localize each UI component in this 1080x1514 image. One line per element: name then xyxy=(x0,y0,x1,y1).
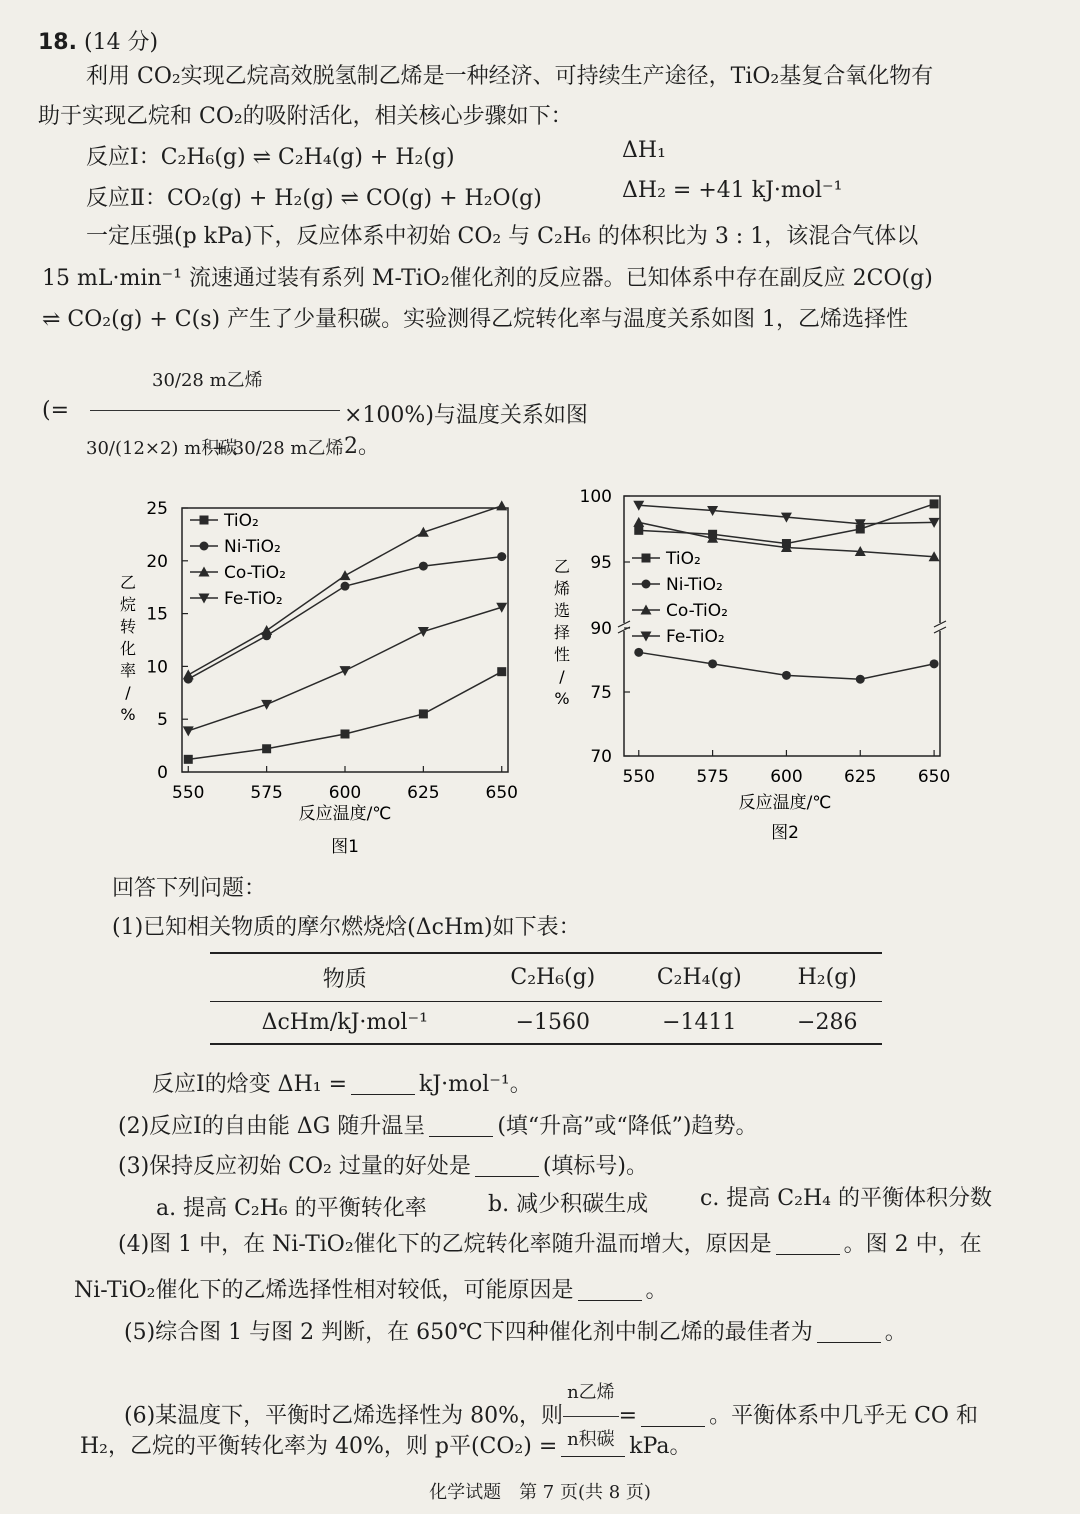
figure-1-ytick-label: 20 xyxy=(146,551,168,572)
table-header-row xyxy=(210,953,882,1002)
q3-option-a: a. 提高 C₂H₆ 的平衡转化率 xyxy=(156,1196,427,1221)
figure-1-ytick-label: 10 xyxy=(146,657,168,678)
figure-1-data-point xyxy=(496,500,507,510)
figure-2-data-point xyxy=(782,671,791,680)
figure-1-data-point xyxy=(341,582,350,591)
q5-text-b: 。 xyxy=(884,1320,907,1345)
figure-2-ytick-label: 95 xyxy=(590,553,612,573)
figure-1-chart xyxy=(90,490,530,870)
question-header xyxy=(38,28,158,58)
figure-2-legend-marker xyxy=(642,580,651,589)
answer-blank[interactable] xyxy=(429,1114,493,1137)
figure-1-legend-marker xyxy=(200,516,209,525)
figure-1-data-point xyxy=(184,755,193,764)
selectivity-formula xyxy=(42,362,602,482)
q6-fraction-num: n乙烯 xyxy=(563,1370,619,1417)
figure-1-ylabel-char: 转 xyxy=(119,617,137,636)
figure-2-ytick-label: 75 xyxy=(590,683,612,703)
figure-2-legend-label: Ni-TiO₂ xyxy=(666,575,723,595)
q4-line-2 xyxy=(74,1276,668,1306)
figure-2-ylabel-char: / xyxy=(559,667,565,686)
figure-1-data-point xyxy=(341,729,350,738)
figure-1-xtick-label: 650 xyxy=(485,783,518,803)
q3-option-c: c. 提高 C₂H₄ 的平衡体积分数 xyxy=(700,1186,992,1211)
figure-1-ylabel-char: 烷 xyxy=(119,595,137,614)
q6-fraction-den: n积碳 xyxy=(567,1429,615,1450)
formula-denominator-a: 30/(12×2) m积碳 xyxy=(86,438,238,459)
table-header-cell: H₂(g) xyxy=(797,965,857,990)
answer-blank[interactable] xyxy=(817,1320,881,1343)
formula-tail: ×100%)与温度关系如图 2。 xyxy=(344,403,588,459)
q5-line xyxy=(124,1318,907,1348)
formula-bar xyxy=(90,410,340,411)
question-points: (14 分) xyxy=(83,30,159,55)
figure-2-ytick-label: 100 xyxy=(579,487,612,507)
figure-1-ylabel xyxy=(120,573,136,724)
figure-2-ylabel-char: 乙 xyxy=(553,557,571,576)
q1-ask-unit: kJ·mol⁻¹。 xyxy=(419,1072,532,1097)
figure-1-data-point xyxy=(183,669,194,679)
figure-1-data-point xyxy=(497,552,506,561)
figure-1-xtick-label: 550 xyxy=(172,783,205,803)
q1-ask xyxy=(152,1070,532,1100)
figure-1-xtick-label: 625 xyxy=(407,783,440,803)
q6-text-d: H₂，乙烷的平衡转化率为 40%，则 p平(CO₂) = xyxy=(80,1434,558,1459)
figure-2-ytick-label: 90 xyxy=(590,619,612,639)
figure-2-xtick-label: 600 xyxy=(770,767,803,787)
figure-1-caption: 图1 xyxy=(331,837,359,857)
figure-1-data-point xyxy=(418,627,429,637)
figure-2-ylabel-char: 择 xyxy=(553,623,571,642)
figure-1-xlabel: 反应温度/℃ xyxy=(298,804,392,824)
figure-1-ylabel-char: 乙 xyxy=(119,573,137,592)
figure-2-xlabel: 反应温度/℃ xyxy=(738,793,832,813)
q3-text: (3)保持反应初始 CO₂ 过量的好处是 xyxy=(118,1154,471,1179)
question-number: 18. xyxy=(38,30,77,55)
q1-ask-text: 反应Ⅰ的焓变 ΔH₁ = xyxy=(152,1072,348,1097)
figure-1-legend xyxy=(190,511,286,609)
q3-hint: (填标号)。 xyxy=(542,1154,649,1179)
figure-2-data-point xyxy=(930,659,939,668)
formula-open: (= xyxy=(42,398,70,423)
figure-2-legend-label: Co-TiO₂ xyxy=(666,601,728,621)
q4-text-d: 。 xyxy=(645,1278,668,1303)
q6-text: (6)某温度下，平衡时乙烯选择性为 80%，则 xyxy=(124,1403,564,1429)
reaction-1-dh: ΔH₁ xyxy=(622,138,666,163)
figure-1-data-point xyxy=(262,744,271,753)
figure-2-ylabel-char: 性 xyxy=(553,645,571,664)
figure-2-chart xyxy=(540,478,980,858)
q2-hint: (填“升高”或“降低”)趋势。 xyxy=(497,1114,758,1139)
answer-blank[interactable] xyxy=(776,1232,840,1255)
figure-1-ylabel-char: / xyxy=(125,683,131,702)
table-header-cell: 物质 xyxy=(322,967,367,992)
figure-2-legend-marker xyxy=(642,554,651,563)
table-cell: −1411 xyxy=(662,1010,737,1035)
figure-1-data-point xyxy=(340,666,351,676)
answer-blank[interactable] xyxy=(351,1072,415,1095)
table-row xyxy=(210,1002,882,1045)
figure-2-ylabel-char: 烯 xyxy=(553,579,571,598)
figure-2-axes xyxy=(618,496,946,756)
figure-2-xtick-label: 650 xyxy=(917,767,951,787)
page-footer: 化学试题 第 7 页(共 8 页) xyxy=(429,1482,651,1503)
figure-2-data-point xyxy=(930,499,939,508)
figure-1-xtick-label: 600 xyxy=(328,783,362,803)
q6-unit: kPa。 xyxy=(629,1434,692,1459)
answer-blank[interactable] xyxy=(475,1154,539,1177)
figure-2-xtick-label: 625 xyxy=(844,767,877,787)
q2-text: (2)反应Ⅰ的自由能 ΔG 随升温呈 xyxy=(118,1114,426,1139)
figure-2-ylabel-char: 选 xyxy=(553,601,571,620)
figure-1-data-point xyxy=(418,527,429,537)
formula-numerator: 30/28 m乙烯 xyxy=(152,370,263,391)
figure-1-data-point xyxy=(261,625,272,635)
figure-1-ylabel-char: % xyxy=(120,705,136,724)
intro-line-2: 助于实现乙烷和 CO₂的吸附活化，相关核心步骤如下： xyxy=(38,104,573,129)
figure-2-data-point xyxy=(856,675,865,684)
answer-blank[interactable] xyxy=(578,1278,642,1301)
figure-2-data-point xyxy=(708,659,717,668)
figure-2-data-point xyxy=(634,526,643,535)
figure-1-legend-label: Co-TiO₂ xyxy=(224,563,286,583)
figure-1-data-point xyxy=(340,570,351,580)
figure-1-legend-marker xyxy=(200,542,209,551)
q6-equals: = xyxy=(618,1403,638,1429)
figure-2-caption: 图2 xyxy=(771,823,799,843)
combustion-enthalpy-table xyxy=(210,952,882,1045)
reaction-2: 反应Ⅱ：CO₂(g) + H₂(g) ⇌ CO(g) + H₂O(g) xyxy=(86,186,542,211)
answer-blank[interactable] xyxy=(561,1434,625,1457)
q3-line xyxy=(118,1152,648,1182)
figure-1-data-point xyxy=(497,667,506,676)
figure-2-frame xyxy=(624,496,940,756)
answer-blank[interactable] xyxy=(641,1404,705,1427)
q1-text: (1)已知相关物质的摩尔燃烧焓(ΔcHm)如下表： xyxy=(112,915,581,940)
figure-2-ytick-label: 70 xyxy=(590,747,612,767)
para-line-1: 一定压强(p kPa)下，反应体系中初始 CO₂ 与 C₂H₆ 的体积比为 3 : 1，该混合气体以 xyxy=(86,224,919,249)
q2-line xyxy=(118,1112,757,1142)
para-line-2: 15 mL·min⁻¹ 流速通过装有系列 M-TiO₂催化剂的反应器。已知体系中存在副反应 2CO(g) xyxy=(42,266,933,291)
reaction-1: 反应Ⅰ：C₂H₆(g) ⇌ C₂H₄(g) + H₂(g) xyxy=(86,145,455,170)
figure-2-legend-label: Fe-TiO₂ xyxy=(666,627,725,647)
q4-text: (4)图 1 中，在 Ni-TiO₂催化下的乙烷转化率随升温而增大，原因是 xyxy=(118,1232,772,1257)
figure-1-ytick-label: 15 xyxy=(146,604,168,625)
figure-1-xtick-label: 575 xyxy=(250,783,283,803)
figure-1-legend-label: Ni-TiO₂ xyxy=(224,537,281,557)
figure-1-ytick-label: 0 xyxy=(157,763,168,783)
q6-text-c: 。平衡体系中几乎无 CO 和 xyxy=(709,1403,978,1429)
q4-text-b: 。图 2 中，在 xyxy=(843,1232,982,1257)
figure-2-ylabel xyxy=(554,557,570,708)
figure-2-legend-label: TiO₂ xyxy=(666,549,701,569)
figure-2-legend xyxy=(632,549,728,647)
q4-line-1 xyxy=(118,1230,982,1260)
answer-intro: 回答下列问题： xyxy=(112,876,267,901)
figure-1-ylabel-char: 化 xyxy=(119,639,137,658)
table-header-cell: C₂H₄(g) xyxy=(656,965,742,990)
figure-1-legend-label: Fe-TiO₂ xyxy=(224,589,283,609)
figure-1-legend-label: TiO₂ xyxy=(224,511,259,531)
table-cell: ΔcHm/kJ·mol⁻¹ xyxy=(261,1010,428,1035)
q5-text: (5)综合图 1 与图 2 判断，在 650℃下四种催化剂中制乙烯的最佳者为 xyxy=(124,1320,813,1345)
figure-1-ytick-label: 25 xyxy=(146,499,168,519)
figure-2-xtick-label: 550 xyxy=(622,767,655,787)
q4-text-c: Ni-TiO₂催化下的乙烯选择性相对较低，可能原因是 xyxy=(74,1278,574,1303)
figure-1-data-point xyxy=(419,709,428,718)
table-cell: −1560 xyxy=(515,1010,591,1035)
figure-1-data-point xyxy=(261,700,272,710)
table-header-cell: C₂H₆(g) xyxy=(510,965,596,990)
figure-1-data-point xyxy=(419,562,428,571)
figure-1-ylabel-char: 率 xyxy=(119,661,137,680)
figure-2-ylabel-char: % xyxy=(554,689,570,708)
figure-1-ytick-label: 5 xyxy=(157,710,168,731)
q6-line-2 xyxy=(80,1432,692,1462)
figure-2-data-point xyxy=(634,648,643,657)
table-cell: −286 xyxy=(797,1010,858,1035)
intro-line-1: 利用 CO₂实现乙烷高效脱氢制乙烯是一种经济、可持续生产途径，TiO₂基复合氧化物有 xyxy=(86,64,934,89)
para-line-3: ⇌ CO₂(g) + C(s) 产生了少量积碳。实验测得乙烷转化率与温度关系如图 1，乙烯选择性 xyxy=(42,307,909,332)
q3-option-b: b. 减少积碳生成 xyxy=(488,1192,649,1217)
figure-2-data-point xyxy=(633,517,644,527)
figure-2-xtick-label: 575 xyxy=(696,767,729,787)
reaction-2-dh: ΔH₂ = +41 kJ·mol⁻¹ xyxy=(622,178,843,203)
figure-1-data-point xyxy=(183,726,194,736)
formula-denominator-b: + 30/28 m乙烯 xyxy=(212,438,344,459)
